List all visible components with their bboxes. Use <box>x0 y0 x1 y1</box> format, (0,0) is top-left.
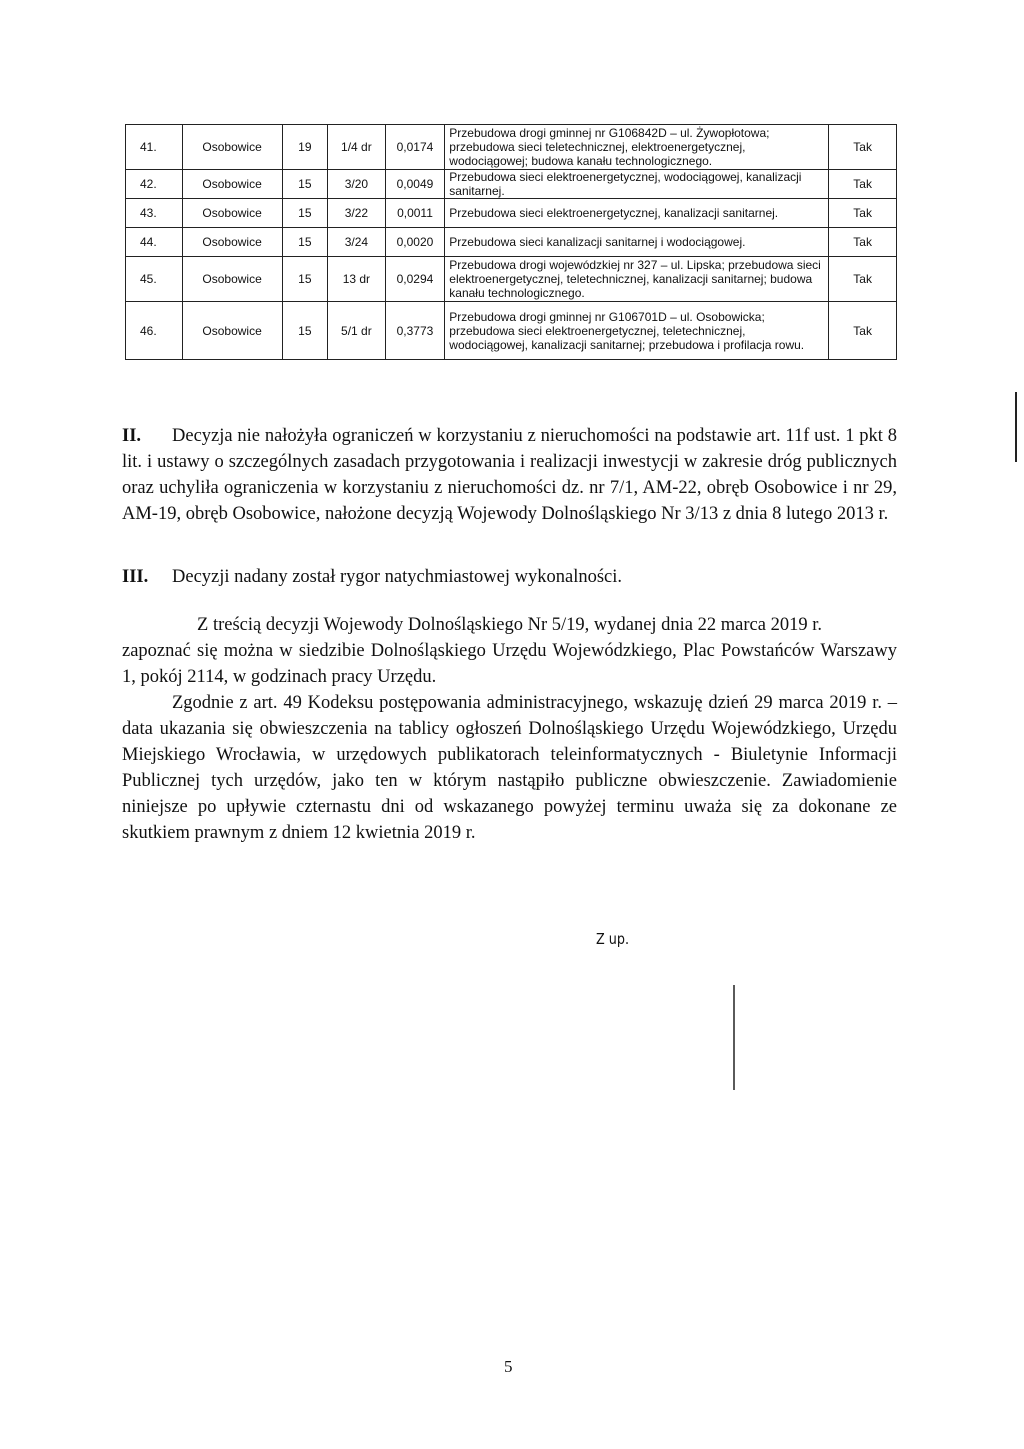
cell-obreb: Osobowice <box>182 199 282 228</box>
cell-tak: Tak <box>829 199 897 228</box>
cell-pow: 0,0011 <box>385 199 445 228</box>
cell-pow: 0,0294 <box>385 257 445 302</box>
parcels-table <box>125 124 897 360</box>
section-ii-number: II. <box>122 426 142 446</box>
cell-obreb: Osobowice <box>182 228 282 257</box>
notice-block <box>122 612 897 846</box>
section-ii <box>122 423 897 527</box>
cell-pow: 0,0020 <box>385 228 445 257</box>
cell-opis: Przebudowa sieci kanalizacji sanitarnej i wodociągowej. <box>445 228 829 257</box>
cell-am: 15 <box>282 302 327 360</box>
table-row <box>126 228 897 257</box>
cell-am: 15 <box>282 228 327 257</box>
notice-paragraph-2: Zgodnie z art. 49 Kodeksu postępowania administracyjnego, wskazuję dzień 29 marca 2019 r. – data ukazania się obwieszczenia na tablicy ogłoszeń Dolnośląskiego Urzędu Wojewódzkiego, Urzędu Miejskiego Wrocławia, w urzędowych publikatorach teleinformatycznych - Biuletynie Informacji Publicznej tych urzędów, jako ten w którym nastąpiło publiczne obwieszczenie. Zawiadomienie niniejsze po upływie czternastu dni od wskazanego powyżej terminu uważa się za dokonane ze skutkiem prawnym z dniem 12 kwietnia 2019 r. <box>122 693 897 843</box>
table-row <box>126 125 897 170</box>
cell-tak: Tak <box>829 257 897 302</box>
notice-line-1: Z treścią decyzji Wojewody Dolnośląskiego Nr 5/19, wydanej dnia 22 marca 2019 r. <box>197 615 822 635</box>
cell-tak: Tak <box>829 125 897 170</box>
cell-no: 46. <box>126 302 183 360</box>
cell-dz: 5/1 dr <box>328 302 386 360</box>
cell-dz: 13 dr <box>328 257 386 302</box>
cell-no: 44. <box>126 228 183 257</box>
signature-stroke <box>733 985 735 1090</box>
cell-am: 15 <box>282 199 327 228</box>
section-iii-number: III. <box>122 567 149 587</box>
cell-no: 45. <box>126 257 183 302</box>
cell-dz: 3/22 <box>328 199 386 228</box>
cell-opis: Przebudowa drogi gminnej nr G106842D – ul. Żywopłotowa; przebudowa sieci teletechnicznej, elektroenergetycznej, wodociągowej; budowa kanału technologicznego. <box>445 125 829 170</box>
cell-pow: 0,0049 <box>385 170 445 199</box>
cell-obreb: Osobowice <box>182 257 282 302</box>
parcels-table-body <box>126 125 897 360</box>
section-iii <box>122 564 897 590</box>
cell-dz: 3/24 <box>328 228 386 257</box>
cell-am: 15 <box>282 257 327 302</box>
cell-pow: 0,0174 <box>385 125 445 170</box>
cell-dz: 3/20 <box>328 170 386 199</box>
table-row <box>126 199 897 228</box>
cell-opis: Przebudowa sieci elektroenergetycznej, wodociągowej, kanalizacji sanitarnej. <box>445 170 829 199</box>
cell-dz: 1/4 dr <box>328 125 386 170</box>
signature-label: Z up. <box>596 930 630 948</box>
cell-opis: Przebudowa drogi wojewódzkiej nr 327 – ul. Lipska; przebudowa sieci elektroenergetycznej, teletechnicznej, kanalizacji sanitarnej; budowa kanału technologicznego. <box>445 257 829 302</box>
page-number: 5 <box>504 1357 513 1376</box>
table-row <box>126 257 897 302</box>
cell-pow: 0,3773 <box>385 302 445 360</box>
section-ii-text: Decyzja nie nałożyła ograniczeń w korzystaniu z nieruchomości na podstawie art. 11f ust. 1 pkt 8 lit. i ustawy o szczególnych zasadach przygotowania i realizacji inwestycji w zakresie dróg publicznych oraz uchyliła ograniczenia w korzystaniu z nieruchomości dz. nr 7/1, AM-22, obręb Osobowice i nr 29, AM-19, obręb Osobowice, nałożone decyzją Wojewody Dolnośląskiego Nr 3/13 z dnia 8 lutego 2013 r. <box>122 426 897 524</box>
cell-tak: Tak <box>829 228 897 257</box>
cell-obreb: Osobowice <box>182 302 282 360</box>
cell-tak: Tak <box>829 302 897 360</box>
cell-am: 19 <box>282 125 327 170</box>
cell-opis: Przebudowa sieci elektroenergetycznej, kanalizacji sanitarnej. <box>445 199 829 228</box>
notice-rest: zapoznać się można w siedzibie Dolnośląskiego Urzędu Wojewódzkiego, Plac Powstańców Warszawy 1, pokój 2114, w godzinach pracy Urzędu. <box>122 641 897 687</box>
cell-no: 43. <box>126 199 183 228</box>
margin-mark <box>1015 392 1017 462</box>
cell-obreb: Osobowice <box>182 125 282 170</box>
table-row <box>126 170 897 199</box>
cell-tak: Tak <box>829 170 897 199</box>
cell-am: 15 <box>282 170 327 199</box>
table-row <box>126 302 897 360</box>
cell-no: 41. <box>126 125 183 170</box>
cell-opis: Przebudowa drogi gminnej nr G106701D – ul. Osobowicka; przebudowa sieci elektroenergetycznej, teletechnicznej, wodociągowej, kanalizacji sanitarnej; przebudowa i profilacja rowu. <box>445 302 829 360</box>
cell-obreb: Osobowice <box>182 170 282 199</box>
section-iii-text: Decyzji nadany został rygor natychmiastowej wykonalności. <box>172 567 623 587</box>
cell-no: 42. <box>126 170 183 199</box>
